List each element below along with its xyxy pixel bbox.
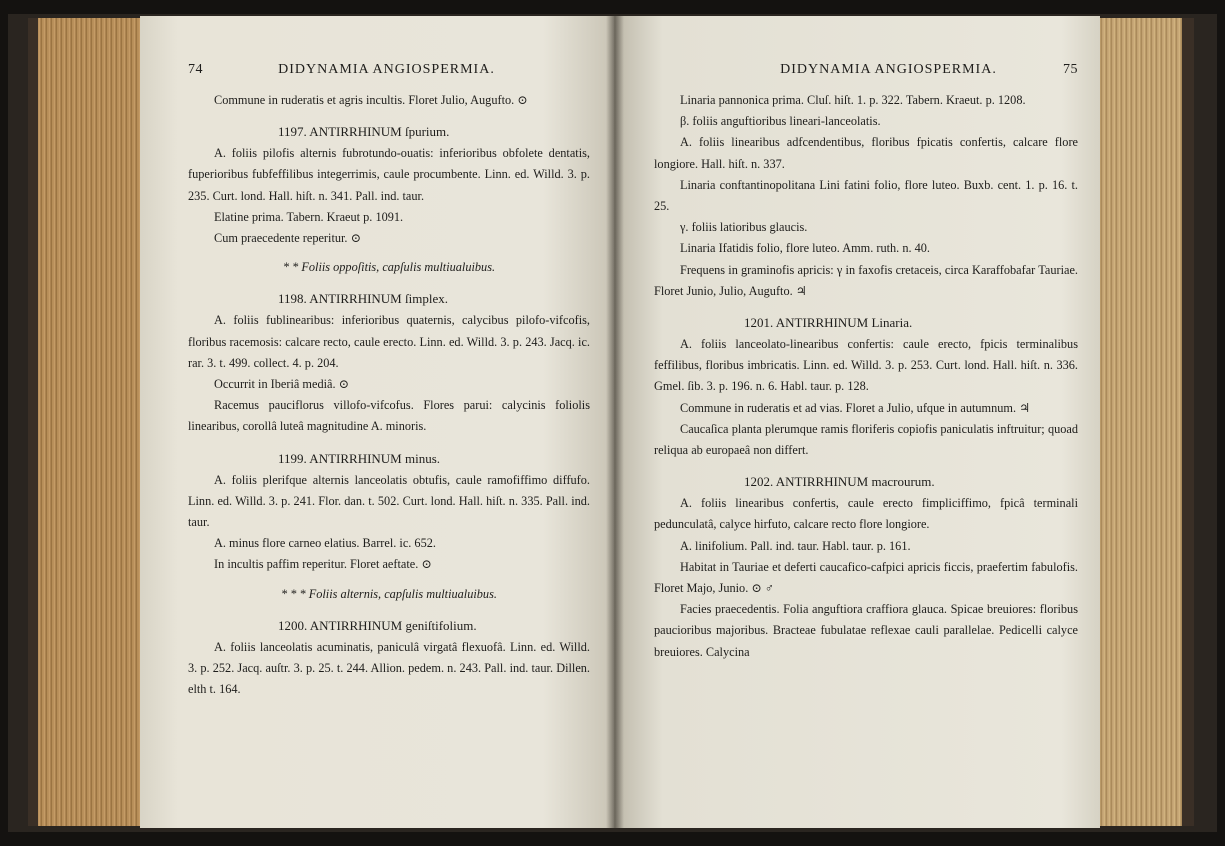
left-header [188, 62, 590, 78]
book-gutter [606, 16, 624, 828]
paragraph: Occurrit in Iberiâ mediâ. ⊙ [214, 377, 349, 392]
section-heading: * * * Foliis alternis, capſulis multiualuibus. [281, 586, 497, 601]
paragraph: Facies praecedentis. Folia anguftiora craffiora glauca. Spicae breuiores: floribus paucioribus majoribus. Bracteae fubulatae reflexae cauli parallelae. Pedicelli calyce breuiores. Calycina [654, 602, 1078, 659]
page-edges-left [28, 18, 150, 826]
paragraph: A. foliis lanceolatis acuminatis, paniculâ virgatâ flexuofâ. Linn. ed. Willd. 3. p. 252. Jacq. auſtr. 3. p. 25. t. 244. Allion. pedem. n. 243. Pall. ind. taur. Dillen. elth t. 164. [188, 639, 590, 697]
paragraph: A. foliis linearibus confertis, caule erecto fimpliciffimo, fpicâ terminali pedunculatâ, calyce hirfuto, calcare recto flore longiore. [654, 496, 1078, 532]
paragraph: A. linifolium. Pall. ind. taur. Habl. taur. p. 161. [680, 538, 911, 553]
paragraph: Elatine prima. Tabern. Kraeut p. 1091. [214, 209, 404, 224]
page-edges-right [1098, 18, 1194, 826]
entry-heading: 1200. ANTIRRHINUM geniſtifolium. [278, 617, 477, 633]
paragraph: γ. foliis latioribus glaucis. [680, 220, 808, 235]
paragraph: A. foliis pilofis alternis fubrotundo-ouatis: inferioribus obfolete dentatis, fuperioribus fubfeffilibus integerrimis, caule procumbente. Linn. ed. Willd. 3. p. 235. Curt. lond. Hall. hiſt. n. 341. Pall. ind. taur. [188, 146, 590, 203]
right-page-number: 75 [1063, 62, 1078, 77]
paragraph: A. minus flore carneo elatius. Barrel. ic. 652. [214, 536, 436, 551]
paragraph: β. foliis anguftioribus lineari-lanceolatis. [680, 114, 881, 129]
paragraph: A. foliis fublinearibus: inferioribus quaternis, calycibus pilofo-vifcofis, floribus racemosis: calcare recto, caule erecto. Linn. ed. Willd. 3. p. 243. Jacq. ic. rar. 3. t. 499. collect. 4. p. 204. [188, 313, 590, 370]
paragraph: Commune in ruderatis et ad vias. Floret a Julio, ufque in autumnum. ♃ [680, 400, 1031, 415]
right-page [614, 16, 1100, 828]
paragraph: Linaria pannonica prima. Cluſ. hiſt. 1. p. 322. Tabern. Kraeut. p. 1208. [680, 93, 1026, 107]
entry-heading: 1199. ANTIRRHINUM minus. [278, 450, 441, 466]
section-heading: * * Foliis oppoſitis, capſulis multiualuibus. [282, 260, 496, 275]
paragraph: In incultis paffim reperitur. Floret aeftate. ⊙ [214, 557, 432, 572]
paragraph: A. foliis lanceolato-linearibus confertis: caule erecto, fpicis terminalibus feffilibus, floribus imbricatis. Linn. ed. Willd. 3. p. 253. Curt. lond. Hall. hiſt. n. 336. Gmel. ſib. 3. p. 196. n. 6. Habl. taur. p. 128. [654, 337, 1078, 394]
paragraph: Linaria conftantinopolitana Lini fatini folio, flore luteo. Buxb. cent. 1. p. 16. t. 25. [654, 177, 1078, 214]
paragraph: A. foliis linearibus adfcendentibus, floribus fpicatis confertis, calcare flore longiore. Hall. hiſt. n. 337. [654, 135, 1078, 171]
left-page-number: 74 [188, 62, 203, 77]
paragraph: A. foliis plerifque alternis lanceolatis obtufis, caule ramofiffimo diffufo. Linn. ed. Willd. 3. p. 241. Flor. dan. t. 502. Curt. lond. Hall. hiſt. n. 335. Pall. ind. taur. [188, 472, 590, 530]
entry-heading: 1201. ANTIRRHINUM Linaria. [744, 315, 913, 331]
entry-heading: 1197. ANTIRRHINUM ſpurium. [278, 124, 450, 140]
paragraph: Racemus pauciflorus villofo-vifcofus. Flores parui: calycinis foliolis linearibus, corollâ luteâ magnitudine A. minoris. [188, 398, 590, 434]
left-running-head: DIDYNAMIA ANGIOSPERMIA. [278, 62, 495, 77]
paragraph: Habitat in Tauriae et deferti caucafico-cafpici apricis ficcis, praefertim fabulofis. Floret Majo, Junio. ⊙ ♂ [654, 559, 1078, 596]
entry-heading: 1202. ANTIRRHINUM macrourum. [744, 474, 935, 490]
paragraph: Caucaſica planta plerumque ramis floriferis copiofis paniculatis inftruitur; quoad reliqua ab europaeâ non differt. [654, 421, 1078, 458]
entry-heading: 1198. ANTIRRHINUM ſimplex. [278, 291, 448, 307]
right-header [654, 62, 1078, 78]
right-running-head: DIDYNAMIA ANGIOSPERMIA. [780, 62, 997, 77]
paragraph: Commune in ruderatis et agris incultis. Floret Julio, Augufto. ⊙ [214, 93, 528, 107]
paragraph: Frequens in graminofis apricis: γ in faxofis cretaceis, circa Karaffobafar Tauriae. Floret Junio, Julio, Augufto. ♃ [654, 262, 1078, 298]
left-page [140, 16, 614, 828]
paragraph: Cum praecedente reperitur. ⊙ [214, 231, 361, 246]
paragraph: Linaria Ifatidis folio, flore luteo. Amm. ruth. n. 40. [680, 241, 930, 256]
